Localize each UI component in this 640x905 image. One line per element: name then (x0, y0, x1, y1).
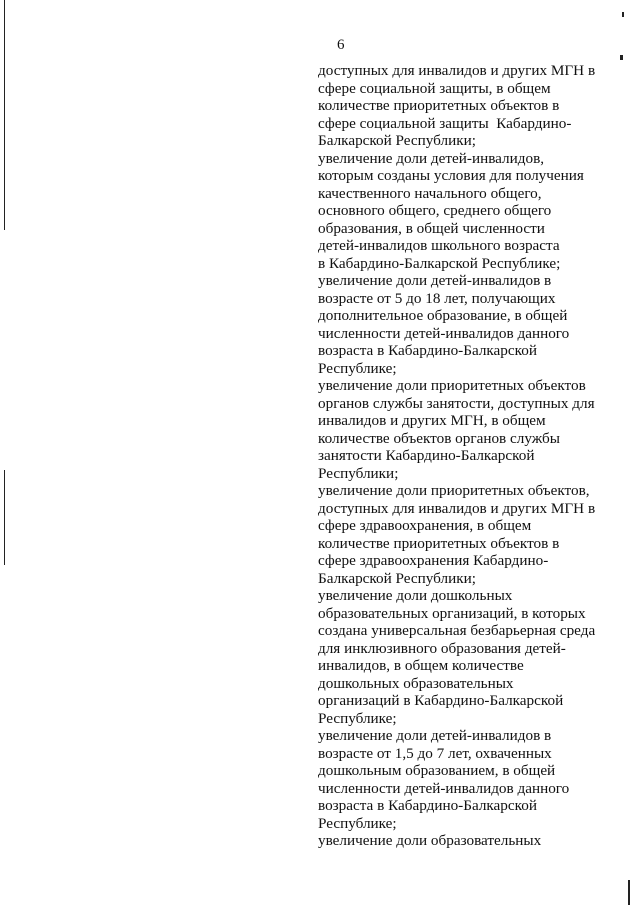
text-line: возраста в Кабардино-Балкарской (318, 797, 537, 814)
text-line: которым созданы условия для получения (318, 167, 584, 184)
text-line: инвалидов, в общем количестве (318, 657, 524, 674)
text-line: инвалидов и других МГН, в общем (318, 412, 546, 429)
text-line: Балкарской Республики; (318, 569, 476, 587)
text-line: дополнительное образование, в общей (318, 307, 568, 324)
text-line: создана универсальная безбарьерная среда (318, 622, 596, 639)
text-line: доступных для инвалидов и других МГН в (318, 62, 596, 79)
text-line: увеличение доли приоритетных объектов (318, 377, 586, 394)
text-line: образования, в общей численности (318, 219, 545, 237)
scan-edge-line (4, 470, 5, 565)
scan-edge-line (4, 0, 5, 230)
text-line: для инклюзивного образования детей- (318, 639, 566, 657)
text-line: количестве приоритетных объектов в (318, 97, 560, 114)
text-line: доступных для инвалидов и других МГН в (318, 499, 596, 517)
text-line: увеличение доли образовательных (318, 832, 542, 849)
text-line: детей-инвалидов школьного возраста (318, 237, 560, 254)
text-line: качественного начального общего, (318, 184, 542, 202)
text-line: увеличение доли дошкольных (318, 587, 513, 604)
text-line: дошкольным образованием, в общей (318, 762, 556, 779)
text-line: количестве приоритетных объектов в (318, 534, 560, 552)
text-line: органов службы занятости, доступных для (318, 394, 595, 412)
scan-speck (620, 55, 623, 60)
text-line: численности детей-инвалидов данного (318, 779, 570, 797)
text-line: увеличение доли детей-инвалидов, (318, 149, 545, 167)
text-line: увеличение доли приоритетных объектов, (318, 482, 590, 499)
text-line: сфере здравоохранения, в общем (318, 517, 532, 534)
text-line: Республики; (318, 464, 399, 482)
text-line: увеличение доли детей-инвалидов в (318, 272, 552, 289)
text-line: Балкарской Республики; (318, 132, 476, 149)
text-line: Республике; (318, 359, 397, 377)
text-line: Республике; (318, 814, 397, 832)
text-line: сфере социальной защиты, в общем (318, 79, 551, 97)
page-number: 6 (337, 37, 345, 53)
text-line: в Кабардино-Балкарской Республике; (318, 254, 561, 272)
scan-speck (622, 12, 624, 17)
text-line: организаций в Кабардино-Балкарской (318, 692, 564, 709)
text-line: Республике; (318, 709, 397, 727)
text-line: увеличение доли детей-инвалидов в (318, 727, 552, 744)
text-line: численности детей-инвалидов данного (318, 324, 570, 342)
text-line: сфере социальной защиты Кабардино- (318, 114, 572, 132)
text-line: дошкольных образовательных (318, 674, 514, 692)
text-line: основного общего, среднего общего (318, 202, 552, 219)
text-line: возраста в Кабардино-Балкарской (318, 342, 537, 359)
text-line: образовательных организаций, в которых (318, 604, 586, 622)
text-line: возрасте от 1,5 до 7 лет, охваченных (318, 744, 552, 762)
text-line: количестве объектов органов службы (318, 429, 560, 447)
document-body (318, 62, 595, 850)
text-line: сфере здравоохранения Кабардино- (318, 552, 549, 569)
text-line: занятости Кабардино-Балкарской (318, 447, 535, 464)
text-line: возрасте от 5 до 18 лет, получающих (318, 289, 556, 307)
scan-edge-line (628, 880, 630, 905)
